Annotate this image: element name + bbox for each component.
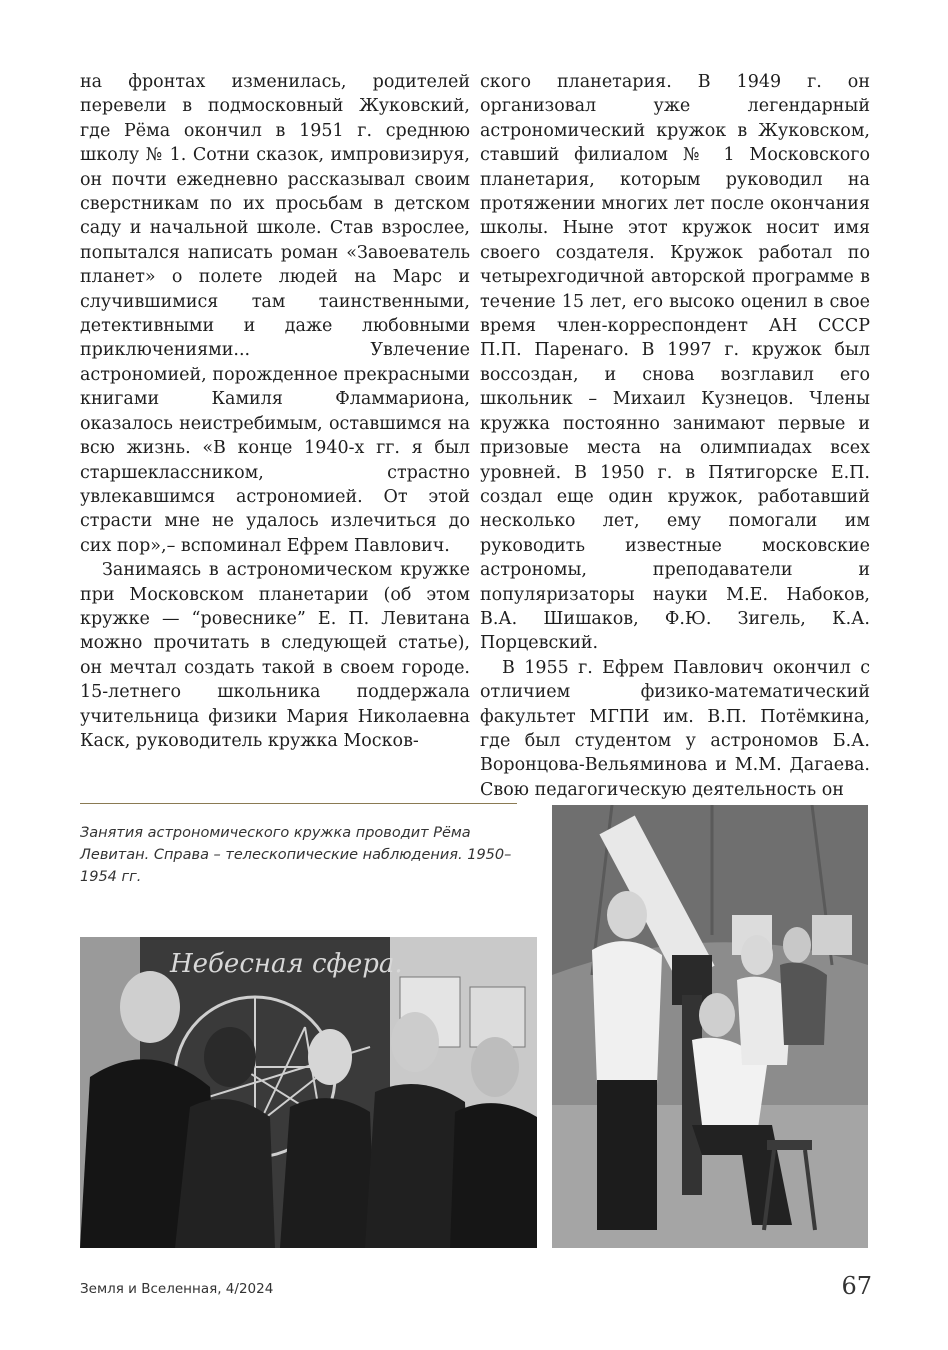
journal-title: Земля и Вселенная, 4/2024	[80, 1281, 274, 1297]
article-column-left	[80, 70, 470, 753]
figure-caption: Занятия астрономического кружка проводит Рёма Левитан. Справа – телескопические наблюдения. 1950–1954 гг.	[80, 825, 512, 885]
caption-divider	[80, 803, 517, 804]
paragraph: на фронтах изменилась, родителей перевели в подмосковный Жуковский, где Рёма окончил в 1951 г. среднюю школу № 1. Сотни сказок, импровизируя, он почти ежедневно рассказывал своим сверстникам по их просьбам в детском саду и начальной школе. Став взрослее, попытался написать роман «Завоеватель планет» о полете людей на Марс и случившимися там таинственными, детективными и даже любовными приключениями... Увлечение астрономией, порожденное прекрасными книгами Камиля Фламмариона, оказалось неистребимым, оставшимся на всю жизнь. «В конце 1940-х гг. я был старшеклассником, страстно увлекавшимся астрономией. От этой страсти мне не удалось излечиться до сих пор»,– вспоминал Ефрем Павлович.	[80, 72, 470, 556]
article-column-right	[480, 70, 870, 802]
paragraph: В 1955 г. Ефрем Павлович окончил с отличием физико-математический факультет МГПИ им. В.П. Потёмкина, где был студентом у астрономов Б.А. Воронцова-Вельяминова и М.М. Дагаева. Свою педагогическую деятельность он	[480, 657, 870, 800]
paragraph: ского планетария. В 1949 г. он организовал уже легендарный астрономический кружок в Жуковском, ставший филиалом № 1 Московского планетария, которым руководил на протяжении многих лет после окончания школы. Ныне этот кружок носит имя своего создателя. Кружок работал по четырехгодичной авторской программе в течение 15 лет, его высоко оценил в свое время член-корреспондент АН СССР П.П. Паренаго. В 1997 г. кружок был воссоздан, и снова возглавил его школьник – Михаил Кузнецов. Члены кружка постоянно занимают первые и призовые места на олимпиадах всех уровней. В 1950 г. в Пятигорске Е.П. создал еще один кружок, работавший несколько лет, ему помогали им руководить известные московские астрономы, преподаватели и популяризаторы науки М.Е. Набоков, В.А. Шишаков, Ф.Ю. Зигель, К.А. Порцевский.	[480, 72, 870, 654]
classroom-photo	[80, 937, 537, 1248]
page-number: 67	[841, 1272, 872, 1300]
paragraph: Занимаясь в астрономическом кружке при Московском планетарии (об этом кружке — “ровеснике” Е. П. Левитана можно прочитать в следующей статье), он мечтал создать такой в своем городе. 15-летнего школьника поддержала учительница физики Мария Николаевна Каск, руководитель кружка Москов-	[80, 560, 470, 751]
blackboard-text: Небесная сфера.	[170, 949, 403, 979]
telescope-observation-photo	[552, 805, 868, 1248]
